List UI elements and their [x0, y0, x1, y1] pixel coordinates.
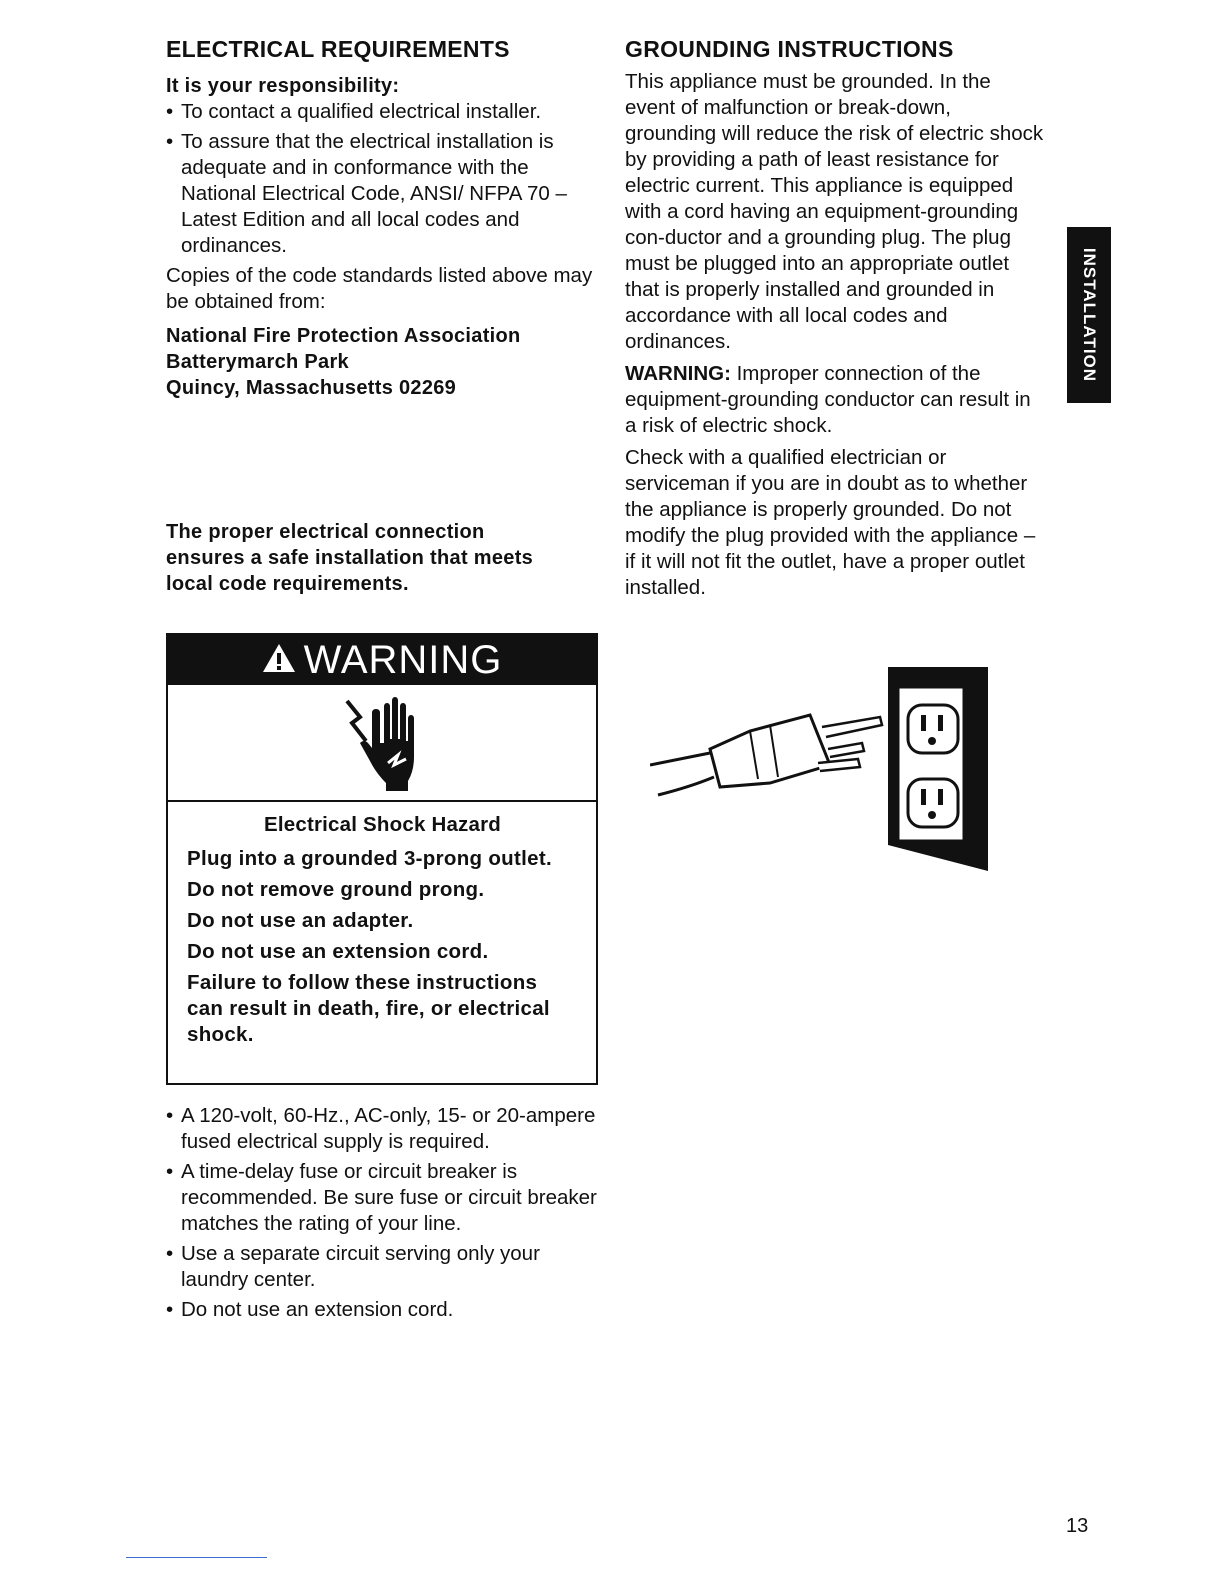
copies-text: Copies of the code standards listed above may be obtained from:	[166, 264, 593, 313]
grounding-heading: GROUNDING INSTRUCTIONS	[625, 36, 954, 62]
address-line: Quincy, Massachusetts 02269	[166, 377, 457, 399]
grounding-paragraph: This appliance must be grounded. In the event of malfunction or break-down, grounding will reduce the risk of electric shock by providing a path of least resistance for electric current. This appliance is equipped with a cord having an equipment-grounding con-ductor and a grounding plug. The plug must be plugged into an appropriate outlet that is properly installed and grounded in accordance with all local codes and ordinances.	[625, 70, 1044, 353]
warning-box	[166, 633, 598, 1085]
electrical-requirements-heading: ELECTRICAL REQUIREMENTS	[166, 36, 510, 62]
list-item: • To assure that the electrical installation is adequate and in conformance with the National Electrical Code, ANSI/ NFPA 70 – Latest Edition and all local codes and ordinances.	[166, 129, 596, 259]
warning-triangle-icon	[262, 638, 296, 683]
hazard-title: Electrical Shock Hazard	[263, 813, 502, 836]
responsibility-label: It is your responsibility:	[166, 75, 400, 97]
electrician-paragraph: Check with a qualified electrician or serviceman if you are in doubt as to whether the appliance is properly grounded. Do not modify the plug provided with the appliance – if it will not fit the outlet, have a proper outlet installed.	[625, 446, 1036, 599]
list-item: • A time-delay fuse or circuit breaker is recommended. Be sure fuse or circuit breaker matches the rating of your line.	[166, 1159, 606, 1237]
responsibility-list	[166, 99, 596, 259]
shock-hazard-hand-icon	[168, 685, 596, 802]
warning-line: Plug into a grounded 3-prong outlet.	[187, 847, 552, 870]
footer-rule	[126, 1557, 267, 1558]
list-item: • A 120-volt, 60-Hz., AC-only, 15- or 20-ampere fused electrical supply is required.	[166, 1103, 606, 1155]
nfpa-address	[166, 323, 596, 401]
warning-banner	[168, 635, 596, 685]
warning-line: Do not remove ground prong.	[187, 878, 485, 901]
warning-line: Do not use an adapter.	[187, 909, 414, 932]
installation-side-tab	[1067, 227, 1111, 403]
page-number: 13	[1066, 1515, 1089, 1537]
list-item: • To contact a qualified electrical installer.	[166, 99, 596, 125]
proper-connection-text: The proper electrical connection ensures a safe installation that meets local code requirements.	[166, 521, 534, 595]
warning-title: WARNING	[303, 637, 503, 682]
grounding-instructions-section	[625, 36, 1045, 601]
address-line: National Fire Protection Association	[166, 325, 521, 347]
supply-list	[166, 1103, 606, 1323]
warning-text	[168, 802, 596, 1048]
warning-line: Failure to follow these instructions can result in death, fire, or electrical shock.	[187, 971, 550, 1046]
list-item: • Do not use an extension cord.	[166, 1297, 606, 1323]
grounding-warning	[625, 361, 1045, 439]
side-tab-label: INSTALLATION	[1080, 247, 1100, 383]
electrical-requirements-section	[166, 36, 596, 597]
list-item: • Use a separate circuit serving only your laundry center.	[166, 1241, 606, 1293]
warning-label: WARNING:	[625, 362, 731, 385]
plug-outlet-illustration	[650, 665, 995, 875]
address-line: Batterymarch Park	[166, 351, 349, 373]
warning-line: Do not use an extension cord.	[187, 940, 489, 963]
supply-requirements	[166, 1103, 606, 1327]
warning-body: Improper connection of the equipment-grounding conductor can result in a risk of electric shock.	[625, 362, 1031, 437]
